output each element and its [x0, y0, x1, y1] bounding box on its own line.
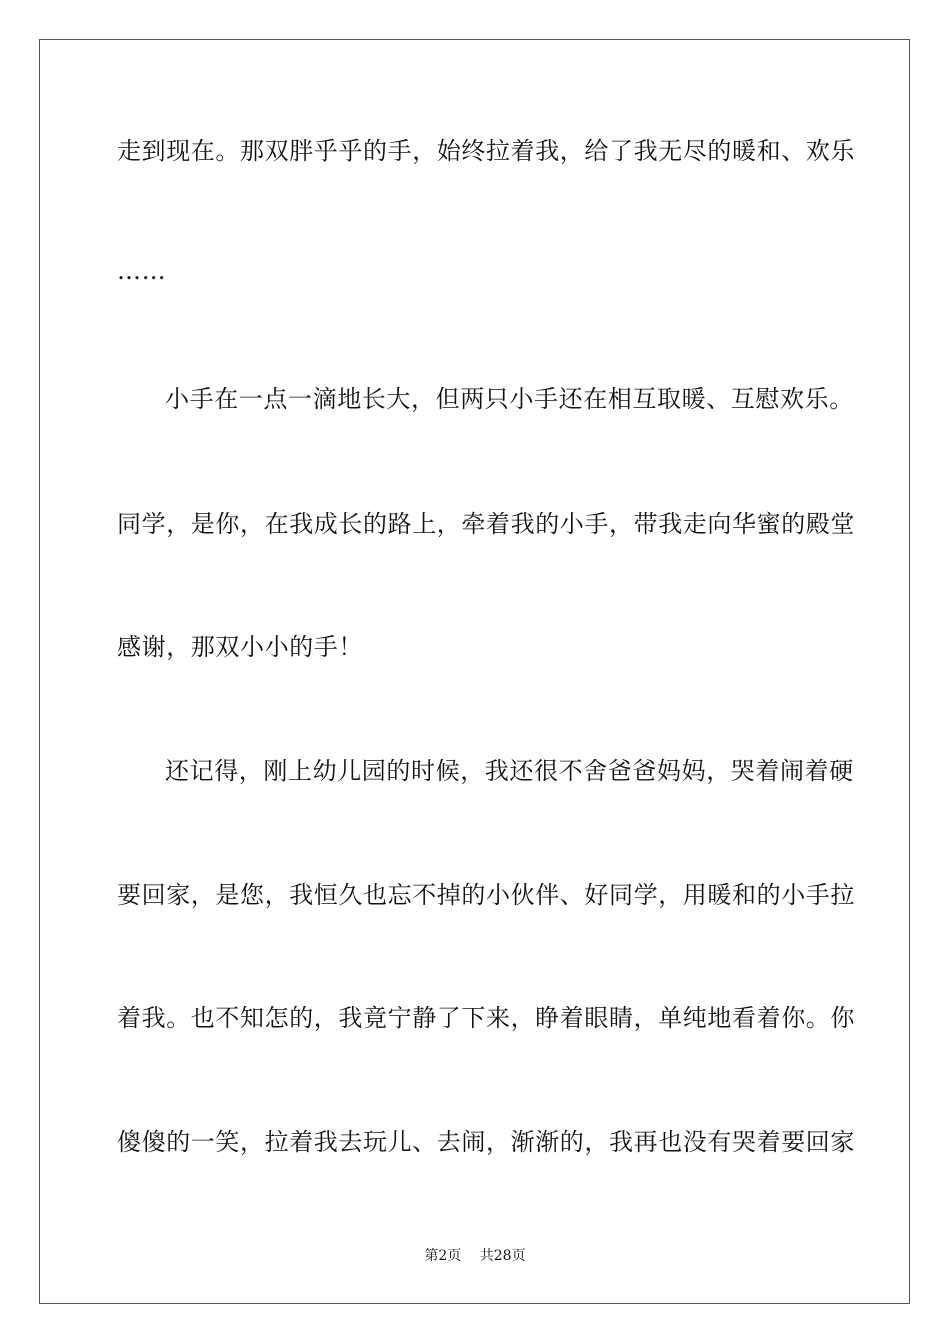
page-number: 第2页 [424, 1248, 462, 1264]
text-line-3: 小手在一点一滴地长大，但两只小手还在相互取暖、互慰欢乐。 [165, 385, 854, 413]
text-line-9: 傻傻的一笑，拉着我去玩儿、去闹，渐渐的，我再也没有哭着要回家 [117, 1128, 855, 1156]
text-line-2-ellipsis: …… [117, 257, 167, 285]
text-line-7: 要回家，是您，我恒久也忘不掉的小伙伴、好同学，用暖和的小手拉 [117, 881, 855, 909]
text-line-5: 感谢，那双小小的手！ [117, 633, 363, 661]
text-line-1: 走到现在。那双胖乎乎的手，始终拉着我，给了我无尽的暖和、欢乐 [117, 137, 855, 165]
page-footer [0, 1247, 950, 1265]
page-frame [39, 39, 910, 1304]
text-line-6: 还记得，刚上幼儿园的时候，我还很不舍爸爸妈妈，哭着闹着硬 [165, 757, 854, 785]
page-total: 共28页 [479, 1248, 526, 1264]
text-line-8: 着我。也不知怎的，我竟宁静了下来，睁着眼睛，单纯地看着你。你 [117, 1004, 855, 1032]
text-line-4: 同学，是你，在我成长的路上，牵着我的小手，带我走向华蜜的殿堂 [117, 510, 855, 538]
